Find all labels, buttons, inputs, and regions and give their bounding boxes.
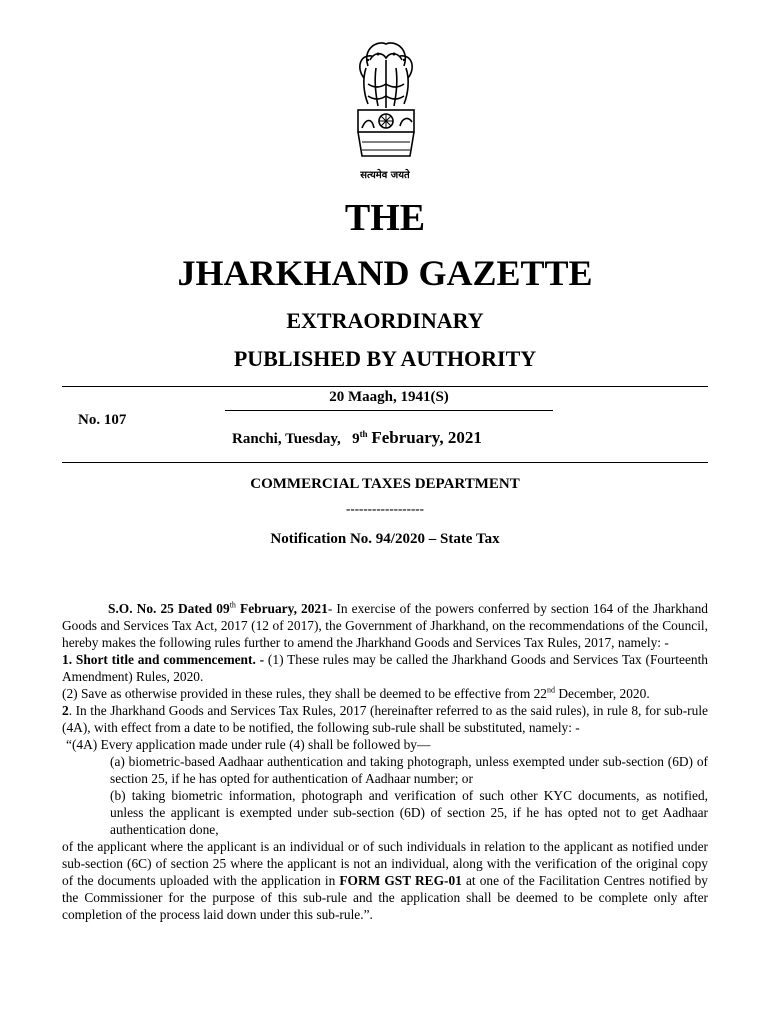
paragraph-rule-2 <box>62 702 708 736</box>
gazette-subtitle-extraordinary: EXTRAORDINARY <box>286 308 484 333</box>
department-name: COMMERCIAL TAXES DEPARTMENT <box>250 476 520 492</box>
gazette-subtitle-authority: PUBLISHED BY AUTHORITY <box>233 346 537 371</box>
rule-1-heading: 1. Short title and commencement. - <box>62 652 265 667</box>
paragraph-commencement <box>62 685 708 702</box>
rule-1-2-text: (2) Save as otherwise provided in these rules, they shall be deemed to be effective from 22 <box>62 686 548 701</box>
separator-dashes: ------------------ <box>346 501 424 516</box>
state-emblem <box>338 38 434 166</box>
preamble-text: - In exercise of the powers conferred by section 164 of the Jharkhand Goods and Services Tax Act, 2017 (12 of 2017), the Government of Jharkhand, on the recommendations of the Council, hereby makes the following rules further to amend the Jharkhand Goods and Services Tax Rules, 2017, namely: - <box>62 601 708 650</box>
closing-text: of the applicant where the applicant is an individual or of such individuals in relation to the applicant as notified under sub-section (6C) of section 25 where the applicant is not an individual, along with the verification of the original copy of the documents uploaded with the application in <box>62 839 708 888</box>
emblem-motto: सत्यमेव जयते <box>360 170 410 181</box>
issue-place-day: Ranchi, Tuesday, <box>232 431 341 447</box>
issue-date <box>232 428 482 448</box>
so-date-suffix: th <box>229 600 236 610</box>
header-top-rule <box>62 386 708 387</box>
gazette-title: JHARKHAND GAZETTE <box>177 253 593 293</box>
rule-1-text: (1) These rules may be called the Jharkhand Goods and Services Tax (Fourteenth Amendment) Rules, 2020. <box>62 652 709 684</box>
paragraph-preamble <box>62 600 708 651</box>
issue-month-year: February, 2021 <box>371 428 482 447</box>
date-underline <box>225 410 553 411</box>
notification-body <box>62 600 708 923</box>
rule-1-2-suffix: nd <box>547 685 556 695</box>
paragraph-4a: “(4A) Every application made under rule (4) shall be followed by— <box>66 737 431 752</box>
closing-end: at one of the Facilitation Centres notified by the Commissioner for the purpose of this sub-rule and the application shall be deemed to be complete only after completion of the process laid down under this sub-rule.”. <box>62 873 708 922</box>
clause-b: (b) taking biometric information, photograph and verification of such other KYC documents, as notified, unless the applicant is exempted under sub-section (6D) of section 25, if he has opted not to get Aadhaar authentication done, <box>110 788 708 837</box>
issue-number: No. 107 <box>78 412 127 428</box>
form-name: FORM GST REG-01 <box>339 873 462 888</box>
issue-day-number: 9 <box>352 431 360 447</box>
clause-a: (a) biometric-based Aadhaar authentication and taking photograph, unless exempted under sub-section (6D) of section 25, if he has opted for authentication of Aadhaar number; or <box>110 754 708 786</box>
rule-1-2-end: December, 2020. <box>555 686 650 701</box>
rule-2-number: 2 <box>62 703 69 718</box>
rule-2-text: . In the Jharkhand Goods and Services Tax Rules, 2017 (hereinafter referred to as the said rules), in rule 8, for sub-rule (4A), with effect from a date to be notified, the following sub-rule shall be substituted, namely: - <box>62 703 708 735</box>
so-number: S.O. No. 25 Dated 09 <box>108 601 230 616</box>
notification-title: Notification No. 94/2020 – State Tax <box>270 531 500 547</box>
paragraph-short-title <box>62 651 708 685</box>
issue-day-suffix: th <box>359 429 368 439</box>
paragraph-closing <box>62 838 708 923</box>
gazette-title-the: THE <box>344 197 426 239</box>
so-date: February, 2021 <box>235 601 328 616</box>
saka-date: 20 Maagh, 1941(S) <box>329 389 449 405</box>
header-bottom-rule <box>62 462 708 463</box>
